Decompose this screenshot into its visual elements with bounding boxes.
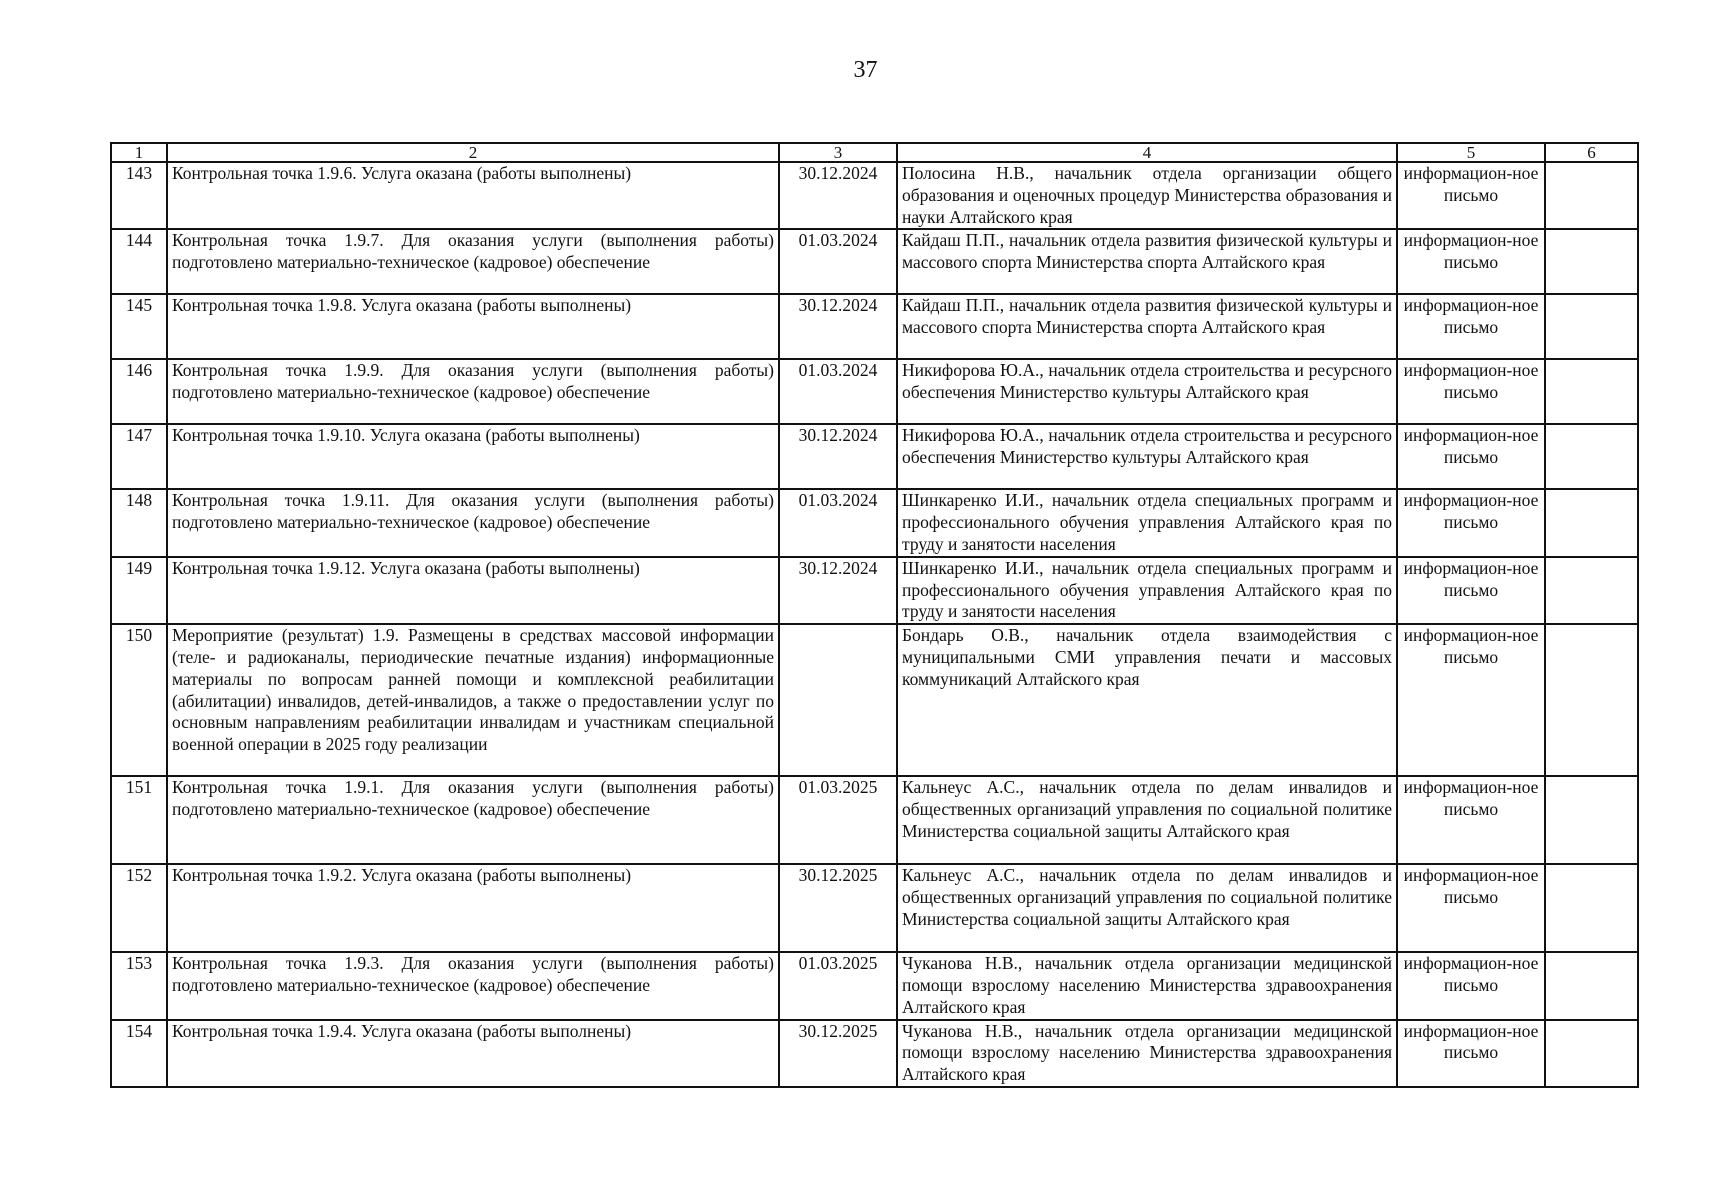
table-row bbox=[111, 776, 1638, 864]
table-row bbox=[111, 952, 1638, 1019]
row-responsible: Шинкаренко И.И., начальник отдела специальных программ и профессионального обучения управления Алтайского края по труду и занятости населения bbox=[897, 557, 1397, 624]
row-responsible: Кайдаш П.П., начальник отдела развития физической культуры и массового спорта Министерства спорта Алтайского края bbox=[897, 229, 1397, 294]
column-header: 4 bbox=[897, 143, 1397, 162]
row-name: Контрольная точка 1.9.7. Для оказания услуги (выполнения работы) подготовлено материально-техническое (кадровое) обеспечение bbox=[167, 229, 779, 294]
row-document: информацион-ное письмо bbox=[1397, 294, 1545, 359]
row-name: Контрольная точка 1.9.6. Услуга оказана (работы выполнены) bbox=[167, 162, 779, 229]
row-date: 01.03.2024 bbox=[779, 359, 897, 424]
row-date: 01.03.2024 bbox=[779, 229, 897, 294]
row-number: 151 bbox=[111, 776, 167, 864]
row-number: 145 bbox=[111, 294, 167, 359]
row-responsible: Кальнеус А.С., начальник отдела по делам инвалидов и общественных организаций управления по социальной политике Министерства социальной защиты Алтайского края bbox=[897, 864, 1397, 952]
page-number: 37 bbox=[853, 57, 878, 83]
row-col6 bbox=[1545, 776, 1638, 864]
row-name: Контрольная точка 1.9.8. Услуга оказана (работы выполнены) bbox=[167, 294, 779, 359]
row-document: информацион-ное письмо bbox=[1397, 489, 1545, 556]
row-date bbox=[779, 624, 897, 776]
row-col6 bbox=[1545, 952, 1638, 1019]
row-date: 01.03.2024 bbox=[779, 489, 897, 556]
row-document: информацион-ное письмо bbox=[1397, 624, 1545, 776]
table-row bbox=[111, 624, 1638, 776]
row-responsible: Чуканова Н.В., начальник отдела организации медицинской помощи взрослому населению Министерства здравоохранения Алтайского края bbox=[897, 952, 1397, 1019]
row-number: 149 bbox=[111, 557, 167, 624]
row-date: 01.03.2025 bbox=[779, 952, 897, 1019]
row-responsible: Никифорова Ю.А., начальник отдела строительства и ресурсного обеспечения Министерство культуры Алтайского края bbox=[897, 424, 1397, 489]
row-name: Контрольная точка 1.9.2. Услуга оказана (работы выполнены) bbox=[167, 864, 779, 952]
row-document: информацион-ное письмо bbox=[1397, 359, 1545, 424]
row-responsible: Кайдаш П.П., начальник отдела развития физической культуры и массового спорта Министерства спорта Алтайского края bbox=[897, 294, 1397, 359]
row-col6 bbox=[1545, 229, 1638, 294]
row-number: 147 bbox=[111, 424, 167, 489]
table-row bbox=[111, 557, 1638, 624]
row-date: 30.12.2025 bbox=[779, 864, 897, 952]
row-responsible: Бондарь О.В., начальник отдела взаимодействия с муниципальными СМИ управления печати и массовых коммуникаций Алтайского края bbox=[897, 624, 1397, 776]
row-document: информацион-ное письмо bbox=[1397, 1020, 1545, 1087]
table-row bbox=[111, 864, 1638, 952]
row-document: информацион-ное письмо bbox=[1397, 424, 1545, 489]
row-responsible: Шинкаренко И.И., начальник отдела специальных программ и профессионального обучения управления Алтайского края по труду и занятости населения bbox=[897, 489, 1397, 556]
row-date: 30.12.2025 bbox=[779, 1020, 897, 1087]
table-row bbox=[111, 162, 1638, 229]
row-col6 bbox=[1545, 424, 1638, 489]
row-number: 146 bbox=[111, 359, 167, 424]
row-number: 152 bbox=[111, 864, 167, 952]
row-responsible: Никифорова Ю.А., начальник отдела строительства и ресурсного обеспечения Министерство культуры Алтайского края bbox=[897, 359, 1397, 424]
row-col6 bbox=[1545, 162, 1638, 229]
row-name: Контрольная точка 1.9.11. Для оказания услуги (выполнения работы) подготовлено материально-техническое (кадровое) обеспечение bbox=[167, 489, 779, 556]
row-number: 144 bbox=[111, 229, 167, 294]
row-col6 bbox=[1545, 624, 1638, 776]
column-header: 5 bbox=[1397, 143, 1545, 162]
row-name: Контрольная точка 1.9.1. Для оказания услуги (выполнения работы) подготовлено материально-техническое (кадровое) обеспечение bbox=[167, 776, 779, 864]
row-col6 bbox=[1545, 489, 1638, 556]
row-date: 30.12.2024 bbox=[779, 557, 897, 624]
row-number: 150 bbox=[111, 624, 167, 776]
table-row bbox=[111, 229, 1638, 294]
column-header: 1 bbox=[111, 143, 167, 162]
row-name: Контрольная точка 1.9.4. Услуга оказана (работы выполнены) bbox=[167, 1020, 779, 1087]
row-responsible: Полосина Н.В., начальник отдела организации общего образования и оценочных процедур Министерства образования и науки Алтайского края bbox=[897, 162, 1397, 229]
column-header: 3 bbox=[779, 143, 897, 162]
row-number: 143 bbox=[111, 162, 167, 229]
row-responsible: Кальнеус А.С., начальник отдела по делам инвалидов и общественных организаций управления по социальной политике Министерства социальной защиты Алтайского края bbox=[897, 776, 1397, 864]
row-name: Контрольная точка 1.9.3. Для оказания услуги (выполнения работы) подготовлено материально-техническое (кадровое) обеспечение bbox=[167, 952, 779, 1019]
row-date: 30.12.2024 bbox=[779, 424, 897, 489]
table-row bbox=[111, 1020, 1638, 1087]
row-document: информацион-ное письмо bbox=[1397, 952, 1545, 1019]
table-row bbox=[111, 294, 1638, 359]
row-number: 148 bbox=[111, 489, 167, 556]
table-row bbox=[111, 489, 1638, 556]
row-responsible: Чуканова Н.В., начальник отдела организации медицинской помощи взрослому населению Министерства здравоохранения Алтайского края bbox=[897, 1020, 1397, 1087]
column-header: 2 bbox=[167, 143, 779, 162]
row-name: Контрольная точка 1.9.12. Услуга оказана (работы выполнены) bbox=[167, 557, 779, 624]
row-name: Контрольная точка 1.9.10. Услуга оказана (работы выполнены) bbox=[167, 424, 779, 489]
row-name: Контрольная точка 1.9.9. Для оказания услуги (выполнения работы) подготовлено материально-техническое (кадровое) обеспечение bbox=[167, 359, 779, 424]
table-row bbox=[111, 424, 1638, 489]
row-number: 154 bbox=[111, 1020, 167, 1087]
column-header: 6 bbox=[1545, 143, 1638, 162]
document-table bbox=[110, 142, 1639, 1088]
row-document: информацион-ное письмо bbox=[1397, 776, 1545, 864]
row-col6 bbox=[1545, 557, 1638, 624]
row-document: информацион-ное письмо bbox=[1397, 864, 1545, 952]
row-date: 30.12.2024 bbox=[779, 294, 897, 359]
row-number: 153 bbox=[111, 952, 167, 1019]
row-col6 bbox=[1545, 359, 1638, 424]
table-row bbox=[111, 359, 1638, 424]
row-date: 30.12.2024 bbox=[779, 162, 897, 229]
row-date: 01.03.2025 bbox=[779, 776, 897, 864]
row-document: информацион-ное письмо bbox=[1397, 557, 1545, 624]
row-col6 bbox=[1545, 864, 1638, 952]
row-document: информацион-ное письмо bbox=[1397, 162, 1545, 229]
row-col6 bbox=[1545, 294, 1638, 359]
row-name: Мероприятие (результат) 1.9. Размещены в средствах массовой информации (теле- и радиоканалы, периодические печатные издания) информационные материалы по вопросам ранней помощи и комплексной реабилитации (абилитации) инвалидов, детей-инвалидов, а также о предоставлении услуг по основным направлениям реабилитации инвалидам и участникам специальной военной операции в 2025 году реализации bbox=[167, 624, 779, 776]
table-header-row bbox=[111, 143, 1638, 162]
row-document: информацион-ное письмо bbox=[1397, 229, 1545, 294]
row-col6 bbox=[1545, 1020, 1638, 1087]
